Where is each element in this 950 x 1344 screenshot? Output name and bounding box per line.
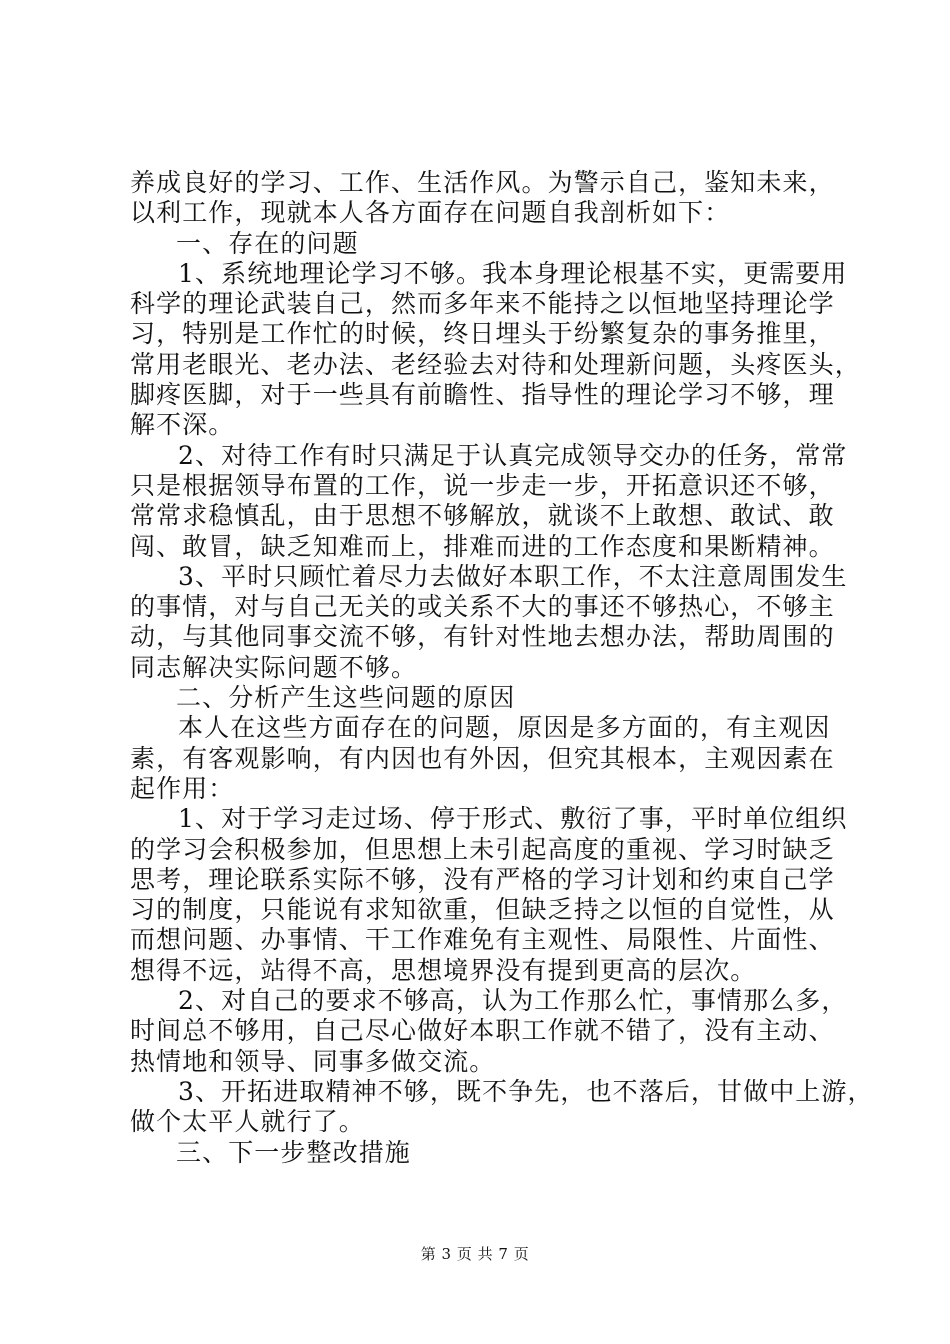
paragraph-line: 热情地和领导、同事多做交流。 xyxy=(130,1046,496,1076)
paragraph-line: 养成良好的学习、工作、生活作风。为警示自己，鉴知未来， xyxy=(130,168,835,197)
paragraph-line: 的事情，对与自己无关的或关系不大的事还不够热心，不够主 xyxy=(130,592,835,622)
paragraph-line: 起作用： xyxy=(130,773,235,803)
paragraph-line: 只是根据领导布置的工作，说一步走一步，开拓意识还不够， xyxy=(130,470,835,500)
paragraph-line: 动，与其他同事交流不够，有针对性地去想办法，帮助周围的 xyxy=(130,622,835,652)
paragraph-line: 习，特别是工作忙的时候，终日埋头于纷繁复杂的事务推里， xyxy=(130,319,835,349)
paragraph-line: 素，有客观影响，有内因也有外因，但究其根本，主观因素在 xyxy=(130,743,835,773)
paragraph-line: 而想问题、办事情、干工作难免有主观性、局限性、片面性、 xyxy=(130,925,835,955)
paragraph-line: 2、对待工作有时只满足于认真完成领导交办的任务，常常 xyxy=(178,440,848,470)
paragraph-line: 常用老眼光、老办法、老经验去对待和处理新问题，头疼医头， xyxy=(130,349,861,379)
paragraph-line: 3、开拓进取精神不够，既不争先，也不落后，甘做中上游， xyxy=(178,1076,874,1106)
section-heading: 二、分析产生这些问题的原因 xyxy=(176,683,516,713)
paragraph-line: 常常求稳慎乱，由于思想不够解放，就谈不上敢想、敢试、敢 xyxy=(130,501,835,531)
paragraph-line: 科学的理论武装自己，然而多年来不能持之以恒地坚持理论学 xyxy=(130,289,835,319)
paragraph-line: 解不深。 xyxy=(130,410,235,440)
paragraph-line: 1、对于学习走过场、停于形式、敷衍了事，平时单位组织 xyxy=(178,804,848,834)
paragraph-line: 做个太平人就行了。 xyxy=(130,1107,365,1137)
page-number-footer: 第 3 页 共 7 页 xyxy=(420,1245,530,1263)
paragraph-line: 脚疼医脚，对于一些具有前瞻性、指导性的理论学习不够，理 xyxy=(130,380,835,410)
paragraph-line: 同志解决实际问题不够。 xyxy=(130,652,418,682)
paragraph-line: 时间总不够用，自己尽心做好本职工作就不错了，没有主动、 xyxy=(130,1016,835,1046)
paragraph-line: 习的制度，只能说有求知欲重，但缺乏持之以恒的自觉性，从 xyxy=(130,895,835,925)
paragraph-line: 思考，理论联系实际不够，没有严格的学习计划和约束自己学 xyxy=(130,864,835,894)
section-heading: 三、下一步整改措施 xyxy=(176,1137,411,1167)
section-heading: 一、存在的问题 xyxy=(176,228,359,258)
paragraph-line: 想得不远，站得不高，思想境界没有提到更高的层次。 xyxy=(130,955,757,985)
paragraph-line: 以利工作，现就本人各方面存在问题自我剖析如下： xyxy=(130,198,731,228)
document-body xyxy=(130,168,874,1168)
paragraph-line: 2、对自己的要求不够高，认为工作那么忙，事情那么多， xyxy=(178,986,848,1016)
paragraph-line: 3、平时只顾忙着尽力去做好本职工作，不太注意周围发生 xyxy=(178,561,848,591)
paragraph-line: 1、系统地理论学习不够。我本身理论根基不实，更需要用 xyxy=(178,258,848,288)
paragraph-line: 闯、敢冒，缺乏知难而上，排难而进的工作态度和果断精神。 xyxy=(130,531,835,561)
paragraph-line: 的学习会积极参加，但思想上未引起高度的重视、学习时缺乏 xyxy=(130,834,835,864)
paragraph-line: 本人在这些方面存在的问题，原因是多方面的，有主观因 xyxy=(178,713,831,743)
